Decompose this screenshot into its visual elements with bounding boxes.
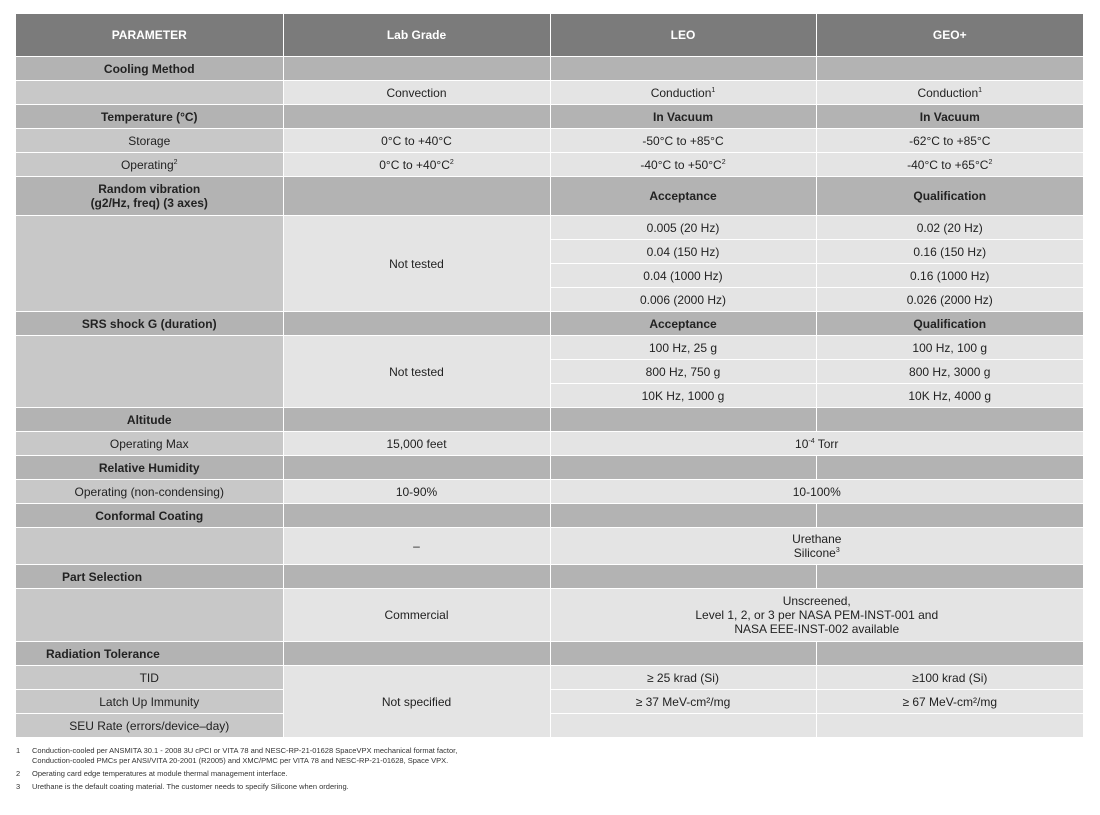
vibration-geo: 0.16 (150 Hz)	[816, 240, 1083, 264]
section-row-altitude	[16, 408, 1083, 432]
section-title-vibration: Random vibration (g2/Hz, freq) (3 axes)	[16, 177, 283, 216]
section-row-cooling	[16, 57, 1083, 81]
coating-space: Urethane Silicone$^3$	[550, 528, 1083, 565]
table-row	[16, 153, 1083, 177]
tid-geo: ≥100 krad (Si)	[816, 666, 1083, 690]
operating-geo: -40°C to $+65^\circ C^2$	[816, 153, 1083, 177]
shock-leo: 10K Hz, 1000 g	[550, 384, 816, 408]
section-row-parts	[16, 565, 1083, 589]
section-row-shock	[16, 312, 1083, 336]
cooling-lab: Convection	[283, 81, 550, 105]
shock-geo: 100 Hz, 100 g	[816, 336, 1083, 360]
latch-leo: ≥ 37 MeV-cm²/mg	[550, 690, 816, 714]
storage-leo: -50°C to +85°C	[550, 129, 816, 153]
header-lab-grade: Lab Grade	[283, 14, 550, 57]
cooling-geo: Conduction$^1$	[816, 81, 1083, 105]
vibration-geo: 0.026 (2000 Hz)	[816, 288, 1083, 312]
table-row	[16, 690, 1083, 714]
coating-lab: –	[283, 528, 550, 565]
table-row	[16, 480, 1083, 504]
row-label-non-condensing: Operating (non-condensing)	[16, 480, 283, 504]
row-label-storage: Storage	[16, 129, 283, 153]
shock-geo-head: Qualification	[816, 312, 1083, 336]
table-row	[16, 216, 1083, 240]
tid-leo: ≥ 25 krad (Si)	[550, 666, 816, 690]
table-row	[16, 129, 1083, 153]
altitude-lab: 15,000 feet	[283, 432, 550, 456]
footnote: 2 Operating card edge temperatures at module thermal management interface.	[16, 769, 288, 778]
vibration-lab: Not tested	[283, 216, 550, 312]
section-row-coating	[16, 504, 1083, 528]
row-label-operating: Operating$^2$	[16, 153, 283, 177]
header-geo: GEO+	[816, 14, 1083, 57]
vibration-leo: 0.006 (2000 Hz)	[550, 288, 816, 312]
section-row-temperature	[16, 105, 1083, 129]
footnote: 1 Conduction-cooled per ANSMITA 30.1 - 2008 3U cPCI or VITA 78 and NESC-RP-21-01628 SpaceVPX mechanical format factor, Conduction-cooled PMCs per ANSI/VITA 20-2001 (R2005) and XMC/PMC per VITA 78 and NESC-RP-21-01628, Space VPX.	[16, 746, 458, 765]
shock-leo-head: Acceptance	[550, 312, 816, 336]
footnotes	[16, 746, 1083, 792]
seu-leo	[550, 714, 816, 738]
section-title-cooling: Cooling Method	[16, 57, 283, 81]
table-row	[16, 528, 1083, 565]
shock-leo: 800 Hz, 750 g	[550, 360, 816, 384]
humidity-space: 10-100%	[550, 480, 1083, 504]
section-title-altitude: Altitude	[16, 408, 283, 432]
section-row-humidity	[16, 456, 1083, 480]
temperature-geo-head: In Vacuum	[816, 105, 1083, 129]
cooling-leo: Conduction$^1$	[550, 81, 816, 105]
table-row	[16, 714, 1083, 738]
section-title-radiation: Radiation Tolerance	[16, 642, 283, 666]
table-header-row	[16, 14, 1083, 57]
row-label-tid: TID	[16, 666, 283, 690]
vibration-geo: 0.16 (1000 Hz)	[816, 264, 1083, 288]
shock-geo: 800 Hz, 3000 g	[816, 360, 1083, 384]
table-row	[16, 81, 1083, 105]
row-label-operating-max: Operating Max	[16, 432, 283, 456]
operating-leo: -40°C to $+50^\circ C^2$	[550, 153, 816, 177]
spec-table	[16, 14, 1083, 738]
altitude-space: $10^{-4}$ Torr	[550, 432, 1083, 456]
section-title-temperature: Temperature (°C)	[16, 105, 283, 129]
section-row-radiation	[16, 642, 1083, 666]
parts-space: Unscreened, Level 1, 2, or 3 per NASA PEM-INST-001 and NASA EEE-INST-002 available	[550, 589, 1083, 642]
vibration-geo: 0.02 (20 Hz)	[816, 216, 1083, 240]
header-leo: LEO	[550, 14, 816, 57]
section-title-shock: SRS shock G (duration)	[16, 312, 283, 336]
section-title-coating: Conformal Coating	[16, 504, 283, 528]
latch-geo: ≥ 67 MeV-cm²/mg	[816, 690, 1083, 714]
operating-lab: 0°C to $+40^\circ C^2$	[283, 153, 550, 177]
radiation-lab: Not specified	[283, 666, 550, 738]
seu-geo	[816, 714, 1083, 738]
section-row-vibration	[16, 177, 1083, 216]
row-label-seu-rate: SEU Rate (errors/device–day)	[16, 714, 283, 738]
parts-lab: Commercial	[283, 589, 550, 642]
table-row	[16, 432, 1083, 456]
shock-lab: Not tested	[283, 336, 550, 408]
temperature-leo-head: In Vacuum	[550, 105, 816, 129]
vibration-leo: 0.04 (1000 Hz)	[550, 264, 816, 288]
vibration-geo-head: Qualification	[816, 177, 1083, 216]
storage-geo: -62°C to +85°C	[816, 129, 1083, 153]
humidity-lab: 10-90%	[283, 480, 550, 504]
storage-lab: 0°C to +40°C	[283, 129, 550, 153]
vibration-leo: 0.005 (20 Hz)	[550, 216, 816, 240]
footnote: 3 Urethane is the default coating material. The customer needs to specify Silicone when ordering.	[16, 782, 349, 791]
table-row	[16, 336, 1083, 360]
section-title-humidity: Relative Humidity	[16, 456, 283, 480]
shock-leo: 100 Hz, 25 g	[550, 336, 816, 360]
vibration-leo-head: Acceptance	[550, 177, 816, 216]
vibration-leo: 0.04 (150 Hz)	[550, 240, 816, 264]
row-label-latch-up: Latch Up Immunity	[16, 690, 283, 714]
header-parameter: PARAMETER	[16, 14, 283, 57]
table-row	[16, 666, 1083, 690]
shock-geo: 10K Hz, 4000 g	[816, 384, 1083, 408]
table-row	[16, 589, 1083, 642]
section-title-parts: Part Selection	[16, 565, 283, 589]
